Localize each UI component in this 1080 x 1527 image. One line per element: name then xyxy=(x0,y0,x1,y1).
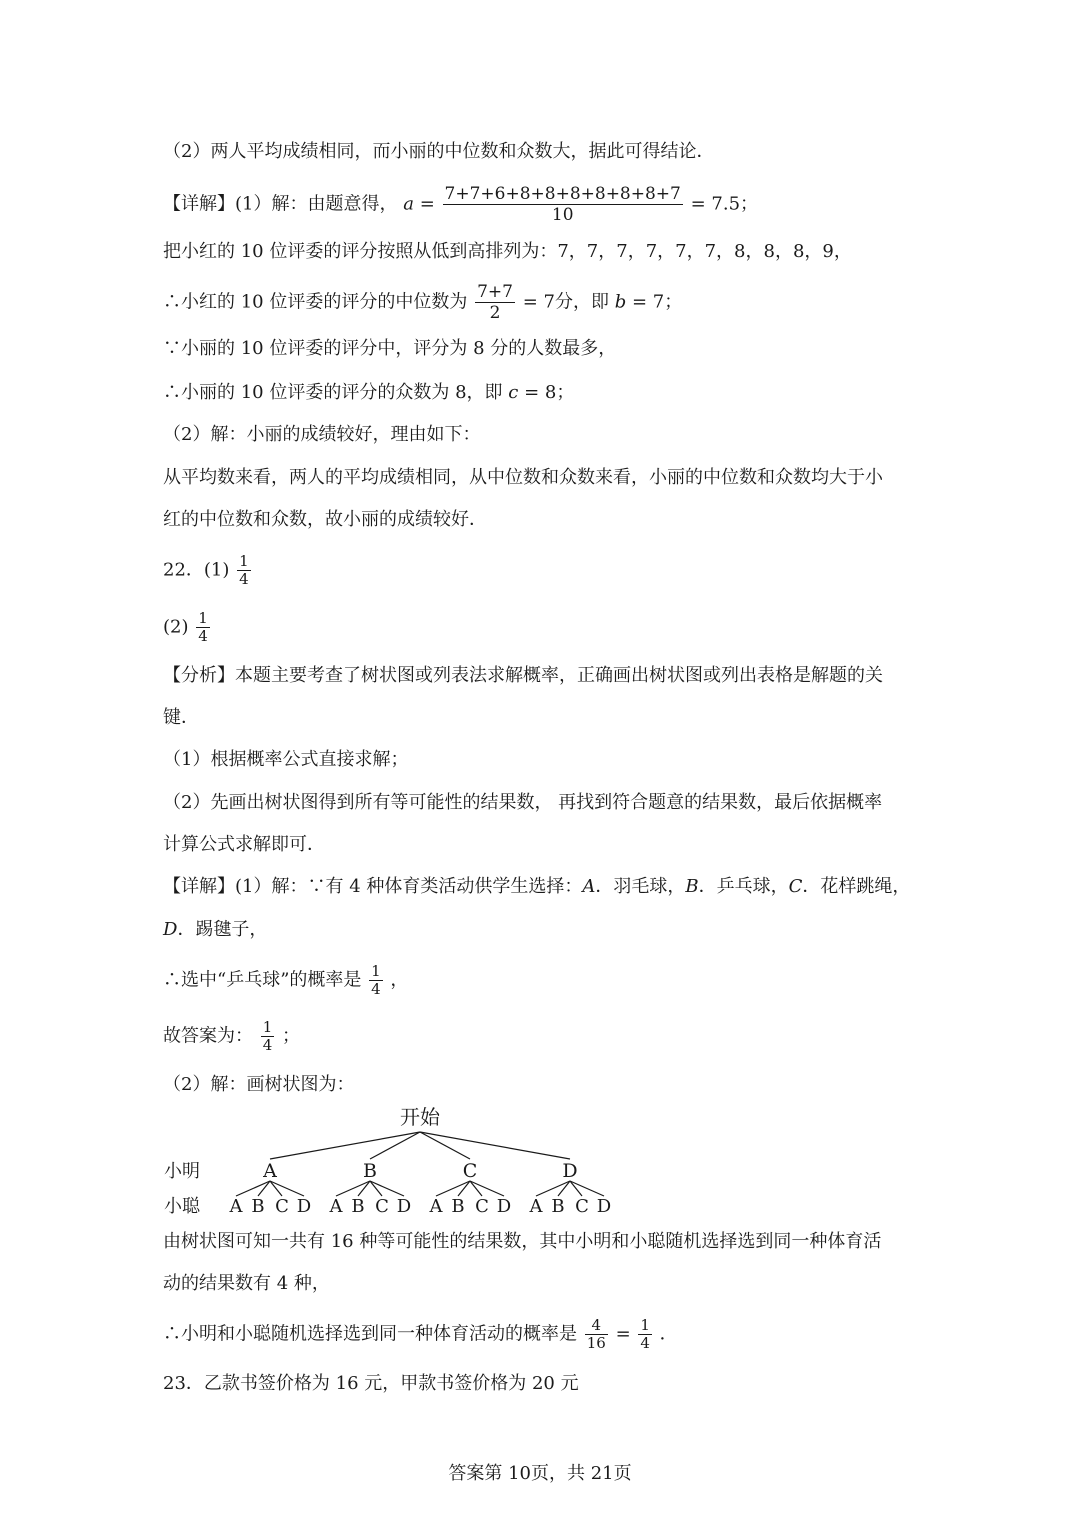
tree-diagram xyxy=(160,1098,640,1223)
tree-node-level2: A xyxy=(229,1196,243,1217)
tree-node-level2: D xyxy=(596,1196,612,1217)
line-18: D．踢毽子， xyxy=(163,919,268,940)
line-7: （2）解：小丽的成绩较好，理由如下： xyxy=(163,424,481,445)
line-9: 红的中位数和众数，故小丽的成绩较好． xyxy=(163,509,487,530)
tree-node-level2: D xyxy=(496,1196,512,1217)
line-5: ∵小丽的 10 位评委的评分中，评分为 8 分的人数最多， xyxy=(163,338,617,359)
line-15: （2）先画出树状图得到所有等可能性的结果数， 再找到符合题意的结果数，最后依据概率 xyxy=(163,792,883,813)
fraction-1-4: $\frac{1}{4}$ xyxy=(640,1316,650,1352)
tree-branch-level2 xyxy=(336,1181,370,1196)
tree-branch-level1 xyxy=(420,1132,570,1159)
line-16: 计算公式求解即可． xyxy=(163,834,325,855)
tree-node-level2: B xyxy=(351,1196,365,1217)
line-2-average-formula: 【详解】(1）解：由题意得， a = $\frac{7+7+6+8+8+8+8+8+8+7}{10}$ = 7.5； xyxy=(163,184,759,225)
tree-branches xyxy=(236,1132,604,1196)
tree-branch-level2 xyxy=(436,1181,470,1196)
line-3: 把小红的 10 位评委的评分按照从低到高排列为：7，7，7，7，7，7，8，8，8，9， xyxy=(163,241,852,262)
tree-branch-level2 xyxy=(236,1181,270,1196)
tree-branch-level2 xyxy=(470,1181,504,1196)
tree-node-level2: A xyxy=(529,1196,543,1217)
average-fraction: $\frac{7+7+6+8+8+8+8+8+8+7}{10}$ xyxy=(444,184,681,225)
question-22-part-1: 22．(1) $\frac{1}{4}$ xyxy=(163,552,249,588)
tree-node-level2: A xyxy=(429,1196,443,1217)
line-23: 动的结果数有 4 种， xyxy=(163,1273,330,1294)
line-20-answer: 故答案为： $\frac{1}{4}$ ； xyxy=(163,1018,301,1054)
tree-node-level1: B xyxy=(363,1160,377,1182)
tree-node-level1: A xyxy=(263,1160,277,1182)
answer-fraction: $\frac{1}{4}$ xyxy=(262,1018,273,1054)
tree-branch-level2 xyxy=(536,1181,570,1196)
tree-row-label-xiaocong: 小聪 xyxy=(164,1196,200,1217)
answer-fraction-2: $\frac{1}{4}$ xyxy=(198,609,208,645)
question-23: 23．乙款书签价格为 16 元，甲款书签价格为 20 元 xyxy=(163,1373,579,1394)
tree-node-level2: B xyxy=(251,1196,265,1217)
tree-branch-level2 xyxy=(270,1181,304,1196)
question-22-part-2: (2) $\frac{1}{4}$ xyxy=(163,609,208,645)
line-19-probability: ∴选中“乒乓球”的概率是 $\frac{1}{4}$ ， xyxy=(163,962,409,998)
median-fraction: $\frac{7+7}{2}$ xyxy=(477,282,513,323)
tree-branch-level2 xyxy=(370,1181,404,1196)
tree-node-level2: C xyxy=(475,1196,489,1217)
line-22: 由树状图可知一共有 16 种等可能性的结果数，其中小明和小聪随机选择选到同一种体育活 xyxy=(163,1231,882,1252)
tree-node-level1: C xyxy=(462,1160,478,1182)
tree-node-level2: A xyxy=(329,1196,343,1217)
answer-fraction-1: $\frac{1}{4}$ xyxy=(239,552,249,588)
tree-node-level1: D xyxy=(562,1160,578,1182)
tree-root: 开始 xyxy=(400,1105,440,1129)
probability-fraction: $\frac{1}{4}$ xyxy=(371,962,381,998)
tree-node-level2: C xyxy=(275,1196,289,1217)
line-6-mode: ∴小丽的 10 位评委的评分的众数为 8，即 c = 8； xyxy=(163,382,575,403)
line-17-options: 【详解】(1）解：∵有 4 种体育类活动供学生选择：A．羽毛球，B．乒乓球，C．花样跳绳， xyxy=(163,876,911,897)
line-21: （2）解：画树状图为： xyxy=(163,1074,355,1095)
tree-node-level2: C xyxy=(575,1196,589,1217)
tree-branch-level1 xyxy=(270,1132,420,1159)
line-8: 从平均数来看，两人的平均成绩相同，从中位数和众数来看，小丽的中位数和众数均大于小 xyxy=(163,467,883,488)
fraction-4-16: $\frac{4}{16}$ xyxy=(586,1316,606,1352)
line-24-final-probability: ∴小明和小聪随机选择选到同一种体育活动的概率是 $\frac{4}{16}$ = $\frac{1}{4}$ ． xyxy=(163,1316,678,1352)
tree-branch-level2 xyxy=(570,1181,604,1196)
line-13: 键． xyxy=(163,707,199,728)
tree-node-level2: C xyxy=(375,1196,389,1217)
tree-row-label-xiaoming: 小明 xyxy=(164,1161,200,1182)
tree-node-level2: B xyxy=(451,1196,465,1217)
page-footer: 答案第 10页，共 21页 xyxy=(448,1463,632,1484)
tree-node-level2: D xyxy=(396,1196,412,1217)
tree-node-level2: D xyxy=(296,1196,312,1217)
line-12: 【分析】本题主要考查了树状图或列表法求解概率，正确画出树状图或列出表格是解题的关 xyxy=(163,665,883,686)
line-14: （1）根据概率公式直接求解； xyxy=(163,749,409,770)
line-1: （2）两人平均成绩相同，而小丽的中位数和众数大，据此可得结论． xyxy=(163,141,715,162)
line-4-median: ∴小红的 10 位评委的评分的中位数为 $\frac{7+7}{2}$ = 7分，即 b = 7； xyxy=(163,282,683,323)
tree-node-level2: B xyxy=(551,1196,565,1217)
